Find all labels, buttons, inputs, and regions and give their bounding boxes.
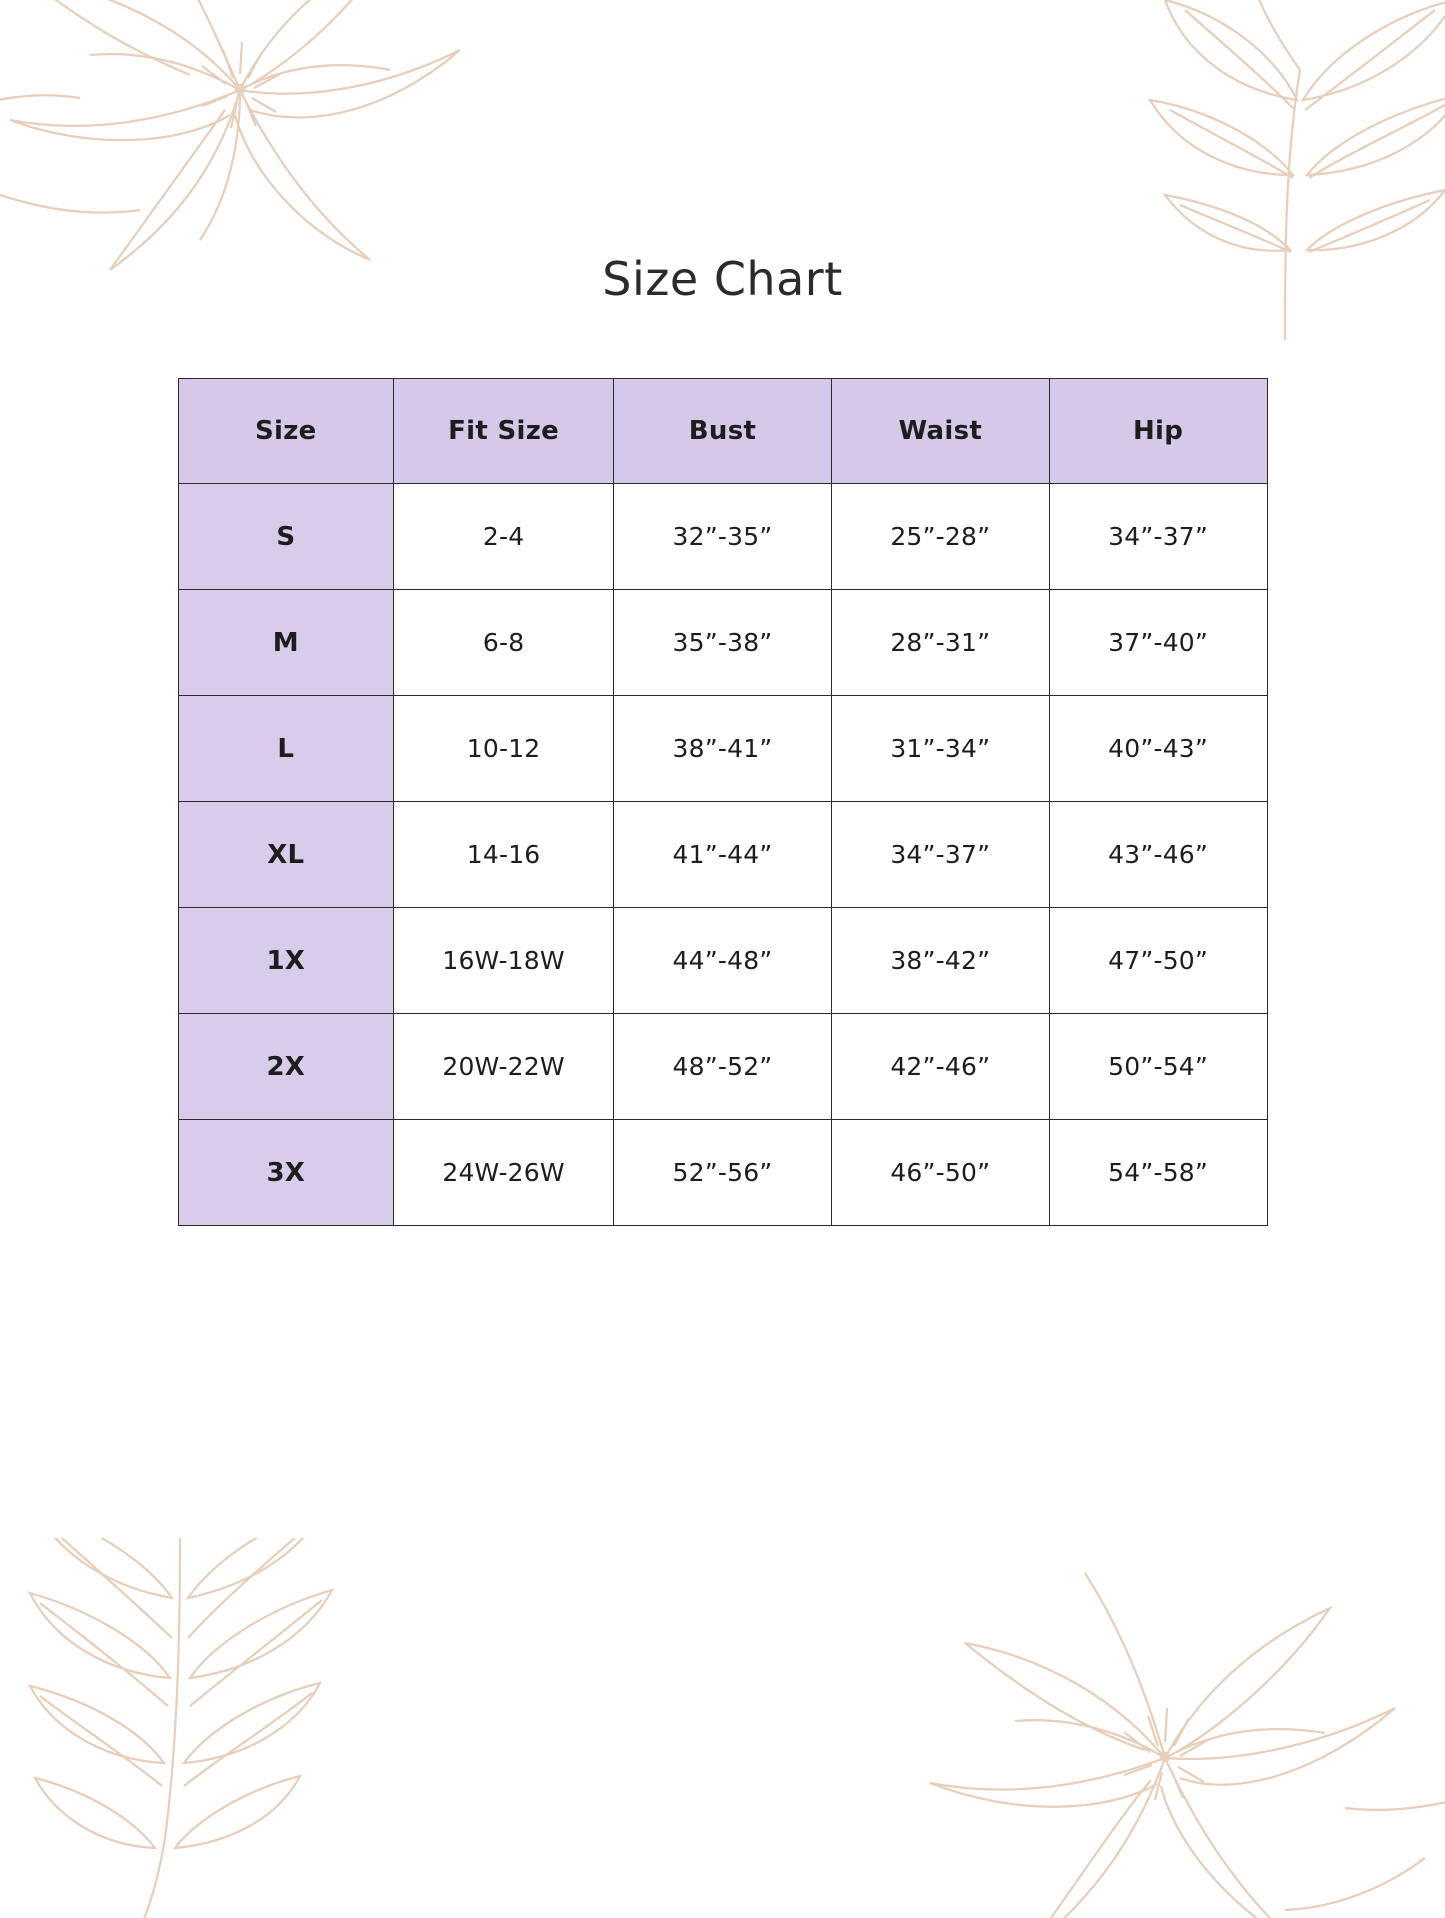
column-header-fit-size: Fit Size: [394, 379, 614, 484]
cell-size: M: [178, 590, 394, 696]
column-header-size: Size: [178, 379, 394, 484]
table-row: [178, 908, 1267, 1014]
cell-hip: 34”-37”: [1049, 484, 1267, 590]
table-row: [178, 590, 1267, 696]
cell-bust: 41”-44”: [614, 802, 832, 908]
cell-hip: 50”-54”: [1049, 1014, 1267, 1120]
cell-size: S: [178, 484, 394, 590]
table-row: [178, 484, 1267, 590]
size-chart-container: [178, 378, 1268, 1226]
column-header-bust: Bust: [614, 379, 832, 484]
cell-waist: 38”-42”: [831, 908, 1049, 1014]
page-title: Size Chart: [602, 252, 843, 306]
cell-hip: 54”-58”: [1049, 1120, 1267, 1226]
cell-bust: 38”-41”: [614, 696, 832, 802]
cell-fit-size: 10-12: [394, 696, 614, 802]
cell-fit-size: 2-4: [394, 484, 614, 590]
cell-size: 2X: [178, 1014, 394, 1120]
floral-bottom-left-decoration: [0, 1538, 410, 1918]
cell-waist: 46”-50”: [831, 1120, 1049, 1226]
cell-waist: 42”-46”: [831, 1014, 1049, 1120]
cell-bust: 52”-56”: [614, 1120, 832, 1226]
cell-hip: 37”-40”: [1049, 590, 1267, 696]
cell-waist: 28”-31”: [831, 590, 1049, 696]
table-row: [178, 1120, 1267, 1226]
cell-size: 3X: [178, 1120, 394, 1226]
table-header: [178, 379, 1267, 484]
cell-hip: 47”-50”: [1049, 908, 1267, 1014]
cell-waist: 34”-37”: [831, 802, 1049, 908]
column-header-waist: Waist: [831, 379, 1049, 484]
column-header-hip: Hip: [1049, 379, 1267, 484]
cell-fit-size: 14-16: [394, 802, 614, 908]
cell-size: L: [178, 696, 394, 802]
cell-fit-size: 16W-18W: [394, 908, 614, 1014]
cell-bust: 35”-38”: [614, 590, 832, 696]
cell-bust: 48”-52”: [614, 1014, 832, 1120]
cell-bust: 32”-35”: [614, 484, 832, 590]
cell-hip: 40”-43”: [1049, 696, 1267, 802]
cell-size: 1X: [178, 908, 394, 1014]
cell-fit-size: 6-8: [394, 590, 614, 696]
cell-hip: 43”-46”: [1049, 802, 1267, 908]
cell-waist: 25”-28”: [831, 484, 1049, 590]
table-header-row: [178, 379, 1267, 484]
table-body: [178, 484, 1267, 1226]
floral-bottom-right-decoration: [865, 1558, 1445, 1918]
table-row: [178, 802, 1267, 908]
size-chart-table: [178, 378, 1268, 1226]
cell-fit-size: 24W-26W: [394, 1120, 614, 1226]
cell-bust: 44”-48”: [614, 908, 832, 1014]
table-row: [178, 696, 1267, 802]
cell-fit-size: 20W-22W: [394, 1014, 614, 1120]
cell-size: XL: [178, 802, 394, 908]
table-row: [178, 1014, 1267, 1120]
cell-waist: 31”-34”: [831, 696, 1049, 802]
